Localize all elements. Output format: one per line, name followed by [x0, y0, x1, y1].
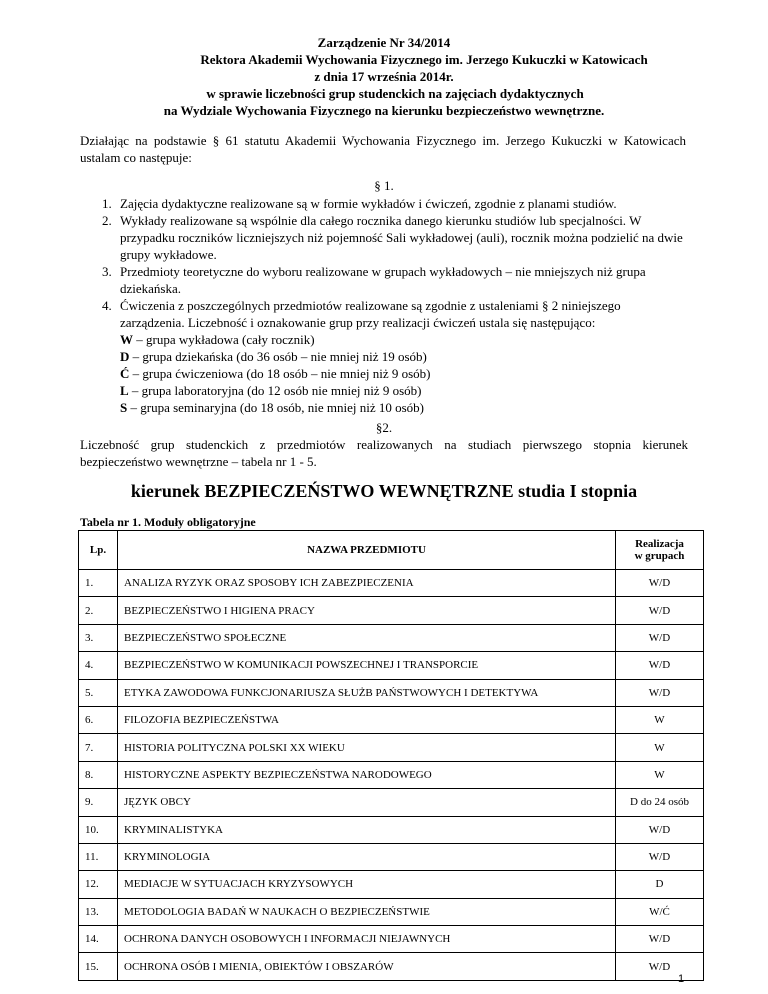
- cell-realizacja: W/D: [616, 953, 704, 980]
- cell-lp: 13.: [79, 898, 118, 925]
- cell-name: BEZPIECZEŃSTWO W KOMUNIKACJI POWSZECHNEJ I TRANSPORCIE: [118, 652, 616, 679]
- group-def: S – grupa seminaryjna (do 18 osób, nie mniej niż 10 osób): [120, 400, 425, 415]
- cell-lp: 6.: [79, 706, 118, 733]
- table-row: [79, 597, 704, 624]
- cell-realizacja: W/D: [616, 843, 704, 870]
- table-row: [79, 953, 704, 980]
- cell-lp: 4.: [79, 652, 118, 679]
- cell-lp: 7.: [79, 734, 118, 761]
- header-line-5: na Wydziale Wychowania Fizycznego na kierunku bezpieczeństwo wewnętrzne.: [163, 103, 605, 118]
- cell-lp: 1.: [79, 570, 118, 597]
- cell-lp: 14.: [79, 926, 118, 953]
- page-title: kierunek BEZPIECZEŃSTWO WEWNĘTRZNE studia I stopnia: [130, 481, 638, 501]
- cell-lp: 3.: [79, 624, 118, 651]
- table-body: [79, 570, 704, 981]
- cell-name: JĘZYK OBCY: [118, 789, 616, 816]
- cell-name: ANALIZA RYZYK ORAZ SPOSOBY ICH ZABEZPIECZENIA: [118, 570, 616, 597]
- list-item: 3. Przedmioty teoretyczne do wyboru realizowane w grupach wykładowych – nie mniejszych niż grupa dziekańska.: [102, 264, 646, 296]
- cell-name: KRYMINOLOGIA: [118, 843, 616, 870]
- cell-realizacja: W: [616, 734, 704, 761]
- document-header: [0, 34, 768, 119]
- group-definitions: [120, 331, 688, 416]
- group-def: Ć – grupa ćwiczeniowa (do 18 osób – nie mniej niż 9 osób): [120, 366, 431, 381]
- table-row: [79, 898, 704, 925]
- cell-realizacja: W/D: [616, 816, 704, 843]
- cell-lp: 11.: [79, 843, 118, 870]
- table-row: [79, 734, 704, 761]
- cell-lp: 15.: [79, 953, 118, 980]
- cell-lp: 10.: [79, 816, 118, 843]
- header-line-4: w sprawie liczebności grup studenckich na zajęciach dydaktycznych: [206, 86, 584, 101]
- column-header-name: NAZWA PRZEDMIOTU: [118, 531, 616, 570]
- section-2-paragraph: Liczebność grup studenckich z przedmiotów realizowanych na studiach pierwszego stopnia kierunek bezpieczeństwo wewnętrzne – tabela nr 1 - 5.: [80, 437, 688, 469]
- cell-name: HISTORYCZNE ASPEKTY BEZPIECZEŃSTWA NARODOWEGO: [118, 761, 616, 788]
- cell-name: HISTORIA POLITYCZNA POLSKI XX WIEKU: [118, 734, 616, 761]
- cell-name: FILOZOFIA BEZPIECZEŃSTWA: [118, 706, 616, 733]
- column-header-lp: Lp.: [79, 531, 118, 570]
- group-def: D – grupa dziekańska (do 36 osób – nie mniej niż 19 osób): [120, 349, 427, 364]
- cell-lp: 8.: [79, 761, 118, 788]
- cell-realizacja: W/D: [616, 679, 704, 706]
- cell-realizacja: W: [616, 761, 704, 788]
- section-1-heading: § 1.: [374, 178, 394, 193]
- table-row: [79, 761, 704, 788]
- header-line-1: Zarządzenie Nr 34/2014: [317, 35, 451, 50]
- list-item: 1. Zajęcia dydaktyczne realizowane są w formie wykładów i ćwiczeń, zgodnie z planami studiów.: [102, 196, 617, 211]
- cell-realizacja: W/D: [616, 624, 704, 651]
- table-row: [79, 843, 704, 870]
- cell-name: ETYKA ZAWODOWA FUNKCJONARIUSZA SŁUŻB PAŃSTWOWYCH I DETEKTYWA: [118, 679, 616, 706]
- table-row: [79, 789, 704, 816]
- cell-realizacja: D: [616, 871, 704, 898]
- cell-name: OCHRONA DANYCH OSOBOWYCH I INFORMACJI NIEJAWNYCH: [118, 926, 616, 953]
- cell-realizacja: W: [616, 706, 704, 733]
- table-row: [79, 624, 704, 651]
- column-header-realizacja: Realizacja w grupach: [616, 531, 704, 570]
- table-caption: Tabela nr 1. Moduły obligatoryjne: [80, 515, 256, 529]
- cell-realizacja: W/D: [616, 570, 704, 597]
- table-row: [79, 570, 704, 597]
- cell-lp: 5.: [79, 679, 118, 706]
- cell-lp: 12.: [79, 871, 118, 898]
- cell-realizacja: D do 24 osób: [616, 789, 704, 816]
- table-header-row: [79, 531, 704, 570]
- cell-name: MEDIACJE W SYTUACJACH KRYZYSOWYCH: [118, 871, 616, 898]
- cell-realizacja: W/D: [616, 926, 704, 953]
- page-number: 1: [678, 973, 685, 985]
- cell-lp: 2.: [79, 597, 118, 624]
- cell-realizacja: W/Ć: [616, 898, 704, 925]
- table-row: [79, 816, 704, 843]
- list-item: 4. Ćwiczenia z poszczególnych przedmiotów realizowane są zgodnie z ustaleniami § 2 niniejszego zarządzenia. Liczebność i oznakowanie grup przy realizacji ćwiczeń ustala się następująco: W – grupa wykładowa (cały rocznik) D – grupa dziekańska (do 36 osób – nie mniej niż 19 osób) Ć – grupa ćwiczeniowa (do 18 osób – nie mniej niż 9 osób) L – grupa laboratoryjna (do 12 osób nie mniej niż 9 osób) S – grupa seminaryjna (do 18 osób, nie mniej niż 10 osób): [80, 297, 688, 416]
- section-2-heading: §2.: [375, 420, 393, 435]
- table-row: [79, 926, 704, 953]
- section-1-list: [80, 195, 688, 416]
- intro-paragraph: Działając na podstawie § 61 statutu Akademii Wychowania Fizycznego im. Jerzego Kukuczki w Katowicach ustalam co następuje:: [80, 133, 686, 165]
- cell-realizacja: W/D: [616, 652, 704, 679]
- group-def: L – grupa laboratoryjna (do 12 osób nie mniej niż 9 osób): [120, 383, 422, 398]
- table-row: [79, 679, 704, 706]
- header-line-3: z dnia 17 września 2014r.: [314, 69, 454, 84]
- cell-name: KRYMINALISTYKA: [118, 816, 616, 843]
- group-def: W – grupa wykładowa (cały rocznik): [120, 332, 315, 347]
- table-row: [79, 871, 704, 898]
- modules-table: [78, 530, 704, 981]
- table-row: [79, 706, 704, 733]
- cell-name: BEZPIECZEŃSTWO I HIGIENA PRACY: [118, 597, 616, 624]
- table-row: [79, 652, 704, 679]
- cell-lp: 9.: [79, 789, 118, 816]
- cell-realizacja: W/D: [616, 597, 704, 624]
- cell-name: OCHRONA OSÓB I MIENIA, OBIEKTÓW I OBSZARÓW: [118, 953, 616, 980]
- list-item: 2. Wykłady realizowane są wspólnie dla całego rocznika danego kierunku studiów lub specjalności. W przypadku roczników liczniejszych niż pojemność Sali wykładowej (auli), rocznik można podzielić na dwie grupy wykładowe.: [102, 213, 683, 262]
- cell-name: BEZPIECZEŃSTWO SPOŁECZNE: [118, 624, 616, 651]
- cell-name: METODOLOGIA BADAŃ W NAUKACH O BEZPIECZEŃSTWIE: [118, 898, 616, 925]
- header-line-2: Rektora Akademii Wychowania Fizycznego im. Jerzego Kukuczki w Katowicach: [200, 52, 648, 67]
